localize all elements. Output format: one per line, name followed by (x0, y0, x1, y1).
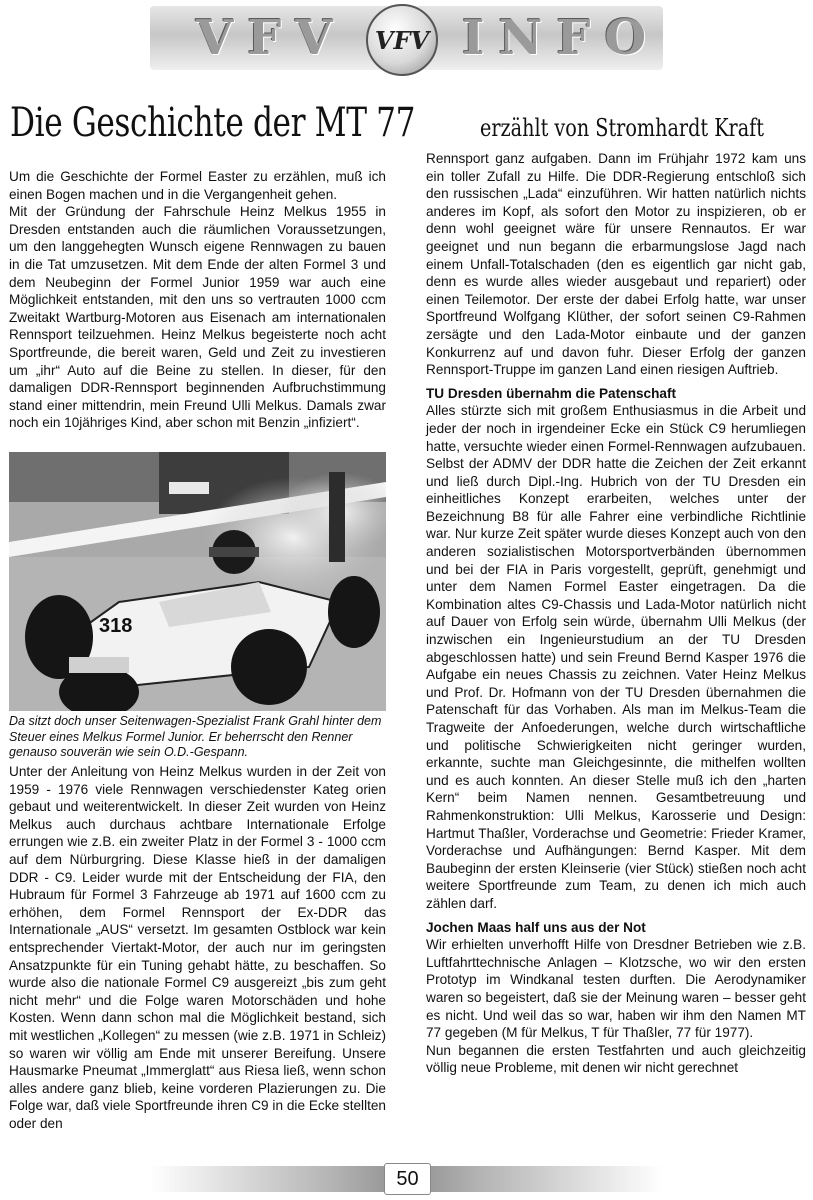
header-vfv: VFV (196, 10, 347, 66)
photo-caption: Da sitzt doch unser Seitenwagen-Spezialist Frank Grahl hinter dem Steuer eines Melkus Formel Junior. Er beherrscht den Renner genauso souverän wie sein O.D.-Gespann. (9, 714, 382, 760)
paragraph: Rennsport ganz aufgaben. Dann im Frühjahr 1972 kam uns ein toller Zufall zu Hilfe. Die DDR-Regierung entschloß sich den russischen „Lada“ einzuführen. Wir hatten natürlich nichts anderes im Kopf, als sofort den Motor zu inspizieren, ob er denn wohl geeignet wäre für unsere Rennautos. Er war geeignet und nun begann die erbarmungslose Jagd nach einem Unfall-Totalschaden (den es eigentlich gar nicht gab, denn es wurde alles wieder ausgebaut und repariert) oder einen Teilemotor. Der erste der dabei Erfolg hatte, war unser Sportfreund Wolfgang Klüther, der sofort seinen C9-Rahmen zersägte und den Lada-Motor einbaute und der ganzen Konkurrenz auf und davon fuhr. Dieser Erfolg der ganzen Rennsport-Truppe im ganzen Land einen riesigen Auftrieb. (426, 151, 806, 378)
subheading-tu-dresden: TU Dresden übernahm die Patenschaft (426, 385, 677, 401)
car-number: 318 (99, 615, 133, 637)
page-number: 50 (384, 1163, 431, 1195)
paragraph: Unter der Anleitung von Heinz Melkus wurden in der Zeit von 1959 - 1976 viele Rennwagen verschiedenster Kateg orien gebaut und weiterentwickelt. In dieser Zeit wurden von Heinz Melkus auch durchaus achtbare Internationale Erfolge errungen wie z.B. ein zweiter Platz in der Formel 3 - 1000 ccm auf dem Nürburgring. Diese Klasse hieß in der damaligen DDR - C9. Leider wurde mit der Entscheidung der FIA, den Hubraum für Formel 3 Fahrzeuge ab 1971 auf 1600 ccm zu erhöhen, dem Formel Rennsport der Ex-DDR das Internationale „AUS“ versetzt. Im gesamten Ostblock war kein entsprechender Viertakt-Motor, der auch nur im geringsten Ansatzpunkte für ein Tuning gehabt hätte, zu beschaffen. So wurde also die nationale Formel C9 ausgereizt „bis zum geht nicht mehr“ und die Folge waren Motorschäden und hohe Kosten. Wenn dann schon mal die Möglichkeit bestand, sich mit westlichen „Kollegen“ zu messen (wie z.B. 1971 in Schleiz) so waren wir völlig am Ende mit unserer Bereifung. Unsere Hausmarke Pneumat „Immerglatt“ aus Riesa ließ, wenn schon alles andere ganz blieb, keine vorderen Plazierungen zu. Die Folge war, daß viele Sportfreunde ihren C9 in die Ecke stellten oder den (9, 764, 387, 1131)
paragraph: Um die Geschichte der Formel Easter zu erzählen, muß ich einen Bogen machen und in die Vergangenheit gehen. (9, 169, 386, 202)
vfv-logo-icon: VFV (366, 4, 438, 76)
header-info: INFO (462, 10, 661, 66)
paragraph: Wir erhielten unverhofft Hilfe von Dresdner Betrieben wie z.B. Luftfahrttechnische Anlagen – Klotzsche, wo wir den ersten Prototyp im Windkanal testen durften. Die Aerodynamiker waren so begeistert, daß sie der Meinung waren – besser geht es nicht. Und weil das so war, haben wir ihm den Namen MT 77 gegeben (M für Melkus, T für Thaßler, 77 für 1977). (426, 937, 806, 1041)
title-main: Die Geschichte der MT 77 (10, 100, 416, 146)
right-column (426, 150, 806, 1077)
race-car-photo (9, 452, 386, 711)
subheading-jochen-maas: Jochen Maas half uns aus der Not (426, 919, 646, 935)
paragraph: Nun begannen die ersten Testfahrten und auch gleichzeitig völlig neue Probleme, mit denen wir nicht gerechnet (426, 1042, 806, 1076)
header-banner (150, 6, 663, 70)
left-column-top (9, 168, 386, 432)
title-byline: erzählt von Stromhardt Kraft (480, 114, 765, 142)
race-car-illustration (9, 452, 386, 711)
paragraph: Mit der Gründung der Fahrschule Heinz Melkus 1955 in Dresden entstanden auch die räumlichen Voraussetzungen, um den langgehegten Wunsch eigene Rennwagen zu bauen in die Tat umzusetzen. Mit dem Ende der alten Formel 3 und dem Neubeginn der Formel Junior 1959 war auch eine Möglichkeit entstanden, mit den uns so vertrauten 1000 ccm Zweitakt Wartburg-Motoren aus Eisenach am internationalen Rennsport teilzuehmen. Heinz Melkus begeisterte noch acht Sportfreunde, die bereit waren, Geld und Zeit zu investieren um „ihr“ Auto auf die Beine zu stellen. In dieser, für den damaligen DDR-Rennsport beginnenden Aufbruchstimmung stand einer mittendrin, mein Freund Ulli Melkus. Damals zwar noch ein 10jähriges Kind, aber schon mit Benzin „infiziert“. (9, 204, 386, 431)
left-column-bottom (9, 763, 386, 1132)
paragraph: Alles stürzte sich mit großem Enthusiasmus in die Arbeit und jeder der noch in irgendeiner Ecke ein Stück C9 herumliegen hatte, versuchte wieder einen Formel-Rennwagen aufzubauen. Selbst der ADMV der DDR hatte die Zeichen der Zeit erkannt und ließ durch Dipl.-Ing. Hubrich von der TU Dresden ein einheitliches Konzept erarbeiten, welches unter der Bezeichnung B8 für alle Fahrer eine verbindliche Richtlinie war. Nur kurze Zeit später wurde dieses Konzept auch von den anderen sozialistischen Motorsportverbänden übernommen und bei der FIA in Paris vorgestellt, geprüft, genehmigt und unter dem Namen Formel Easter eingetragen. Da die Kombination altes C9-Chassis und Lada-Motor natürlich nicht auf Dauer von Erfolg sein würde, übernahm Ulli Melkus (der inzwischen ein Ingenieurstudium an der TU Dresden abgeschlossen hatte) und sein Freund Bernd Kasper 1976 die Aufgabe ein neues Chassis zu zeichnen. Vater Heinz Melkus und Prof. Dr. Hofmann von der TU Dresden übernahmen die Patenschaft für das Vorhaben. Als man im Melkus-Team die Tragweite der Anfoederungen, welche durch wirtschaftliche und politische Schwierigkeiten nicht geringer wurden, erkannte, suchte man Gleichgesinnte, die mithelfen wollten und es auch konnten. An dieser Stelle muß ich den „harten Kern“ beim Namen nennen. Gesamtbetreuung und Rahmenkonstruktion: Ulli Melkus, Karosserie und Design: Hartmut Thaßler, Vorderachse und Geometrie: Frieder Kramer, Vorderachse und Aufhängungen: Bernd Kasper. Mit dem Baubeginn der ersten Kleinserie (vier Stück) stießen noch acht weitere Sportfreunde zum Team, zu denen ich mich auch zählen darf. (426, 403, 806, 911)
article-title (10, 100, 810, 146)
